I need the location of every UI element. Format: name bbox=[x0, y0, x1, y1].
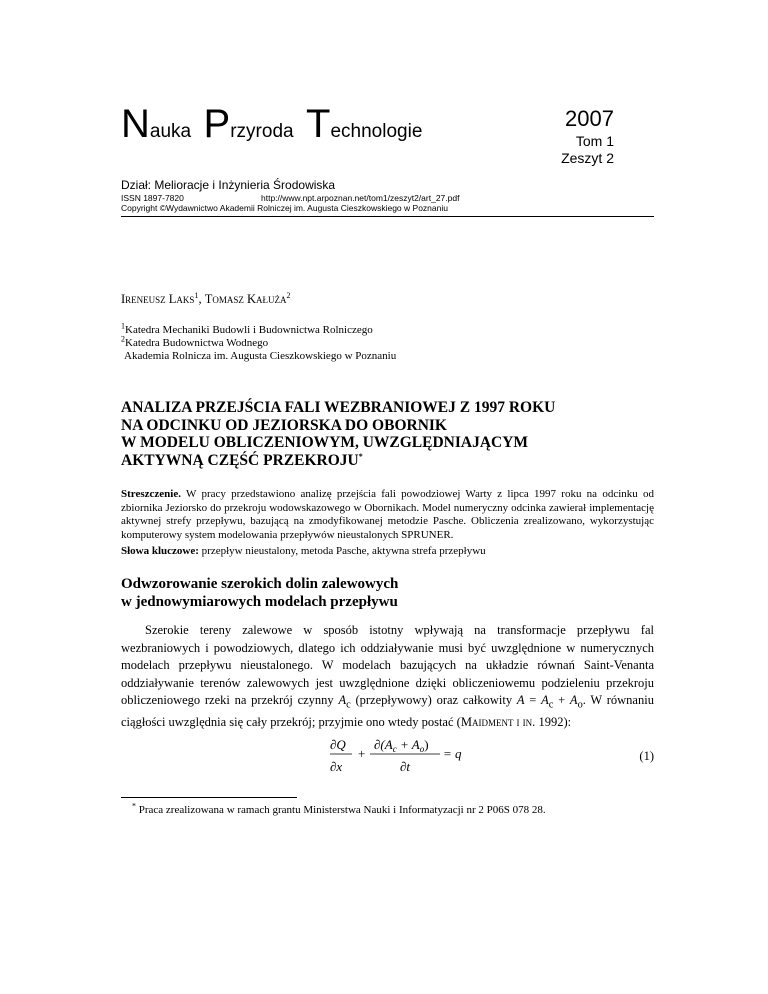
article-url[interactable]: http://www.npt.arpoznan.net/tom1/zeszyt2/art_27.pdf bbox=[261, 193, 460, 203]
keywords bbox=[121, 545, 654, 557]
symbol-a-c-2-subscript: c bbox=[548, 699, 554, 711]
body-plus: + bbox=[553, 693, 570, 708]
eq-num-right-plus: + A bbox=[396, 737, 420, 752]
journal-section: Dział: Melioracje i Inżynieria Środowiska bbox=[121, 178, 336, 192]
section-heading-line-2: w jednowymiarowych modelach przepływu bbox=[121, 593, 398, 610]
journal-word-rzyroda: rzyroda bbox=[230, 121, 294, 142]
author-2: Tomasz Kałuża bbox=[204, 292, 287, 306]
journal-word-echnologie: echnologie bbox=[330, 121, 423, 142]
eq-numerator-right bbox=[374, 737, 429, 754]
citation-year: 1992): bbox=[535, 715, 572, 730]
eq-denominator-right: ∂t bbox=[400, 759, 411, 774]
title-line-4 bbox=[121, 452, 654, 470]
symbol-a-o: A bbox=[569, 693, 578, 708]
title-line-4-text: AKTYWNĄ CZĘŚĆ PRZEKROJU bbox=[121, 451, 359, 469]
keywords-label: Słowa kluczowe: bbox=[121, 545, 199, 557]
symbol-a: A bbox=[516, 693, 525, 708]
citation-author: Maidment i in. bbox=[460, 715, 536, 730]
author-1: Ireneusz Laks bbox=[121, 292, 195, 306]
copyright: Copyright ©Wydawnictwo Akademii Rolniczej im. Augusta Cieszkowskiego w Poznaniu bbox=[121, 203, 448, 213]
eq-num-right-o: o bbox=[419, 744, 425, 754]
keywords-text: przepływ nieustalony, metoda Pasche, aktywna strefa przepływu bbox=[198, 545, 486, 557]
affiliation-2 bbox=[121, 334, 269, 349]
eq-num-right-a: ∂(A bbox=[374, 737, 393, 752]
affiliation-3: Akademia Rolnicza im. Augusta Cieszkowskiego w Poznaniu bbox=[124, 350, 397, 362]
body-equals: = bbox=[524, 693, 542, 708]
title-footnote-mark: * bbox=[358, 451, 363, 461]
eq-denominator-left: ∂x bbox=[330, 759, 343, 774]
section-heading bbox=[121, 576, 654, 611]
header-divider bbox=[121, 216, 654, 217]
body-text-1: Szerokie tereny zalewowe w sposób istotny wpływają na transformacje przepływu fal wezbraniowych i powodziowych, dlatego ich oddziaływanie musi być uwzględnione w numerycznych modelach przepływu nieustalonego. W modelach bazujących na układzie równań Saint-Venanta oddziaływanie terenów zalewowych jest uwzględnione dzięki obliczeniowemu podzieleniu przekroju obliczeniowego rzeki na przekrój czynny bbox=[121, 623, 654, 708]
journal-word-auka: auka bbox=[149, 121, 192, 142]
continuity-equation bbox=[330, 733, 654, 793]
journal-initial-t: T bbox=[306, 102, 331, 146]
body-paragraph bbox=[121, 622, 654, 732]
footnote-mark: * bbox=[132, 801, 136, 811]
publication-year: 2007 bbox=[565, 106, 614, 131]
author-1-affiliation-mark: 1 bbox=[194, 290, 199, 300]
title-line-3: W MODELU OBLICZENIOWYM, UWZGLĘDNIAJĄCYM bbox=[121, 434, 529, 451]
affiliation-1-mark: 1 bbox=[121, 321, 125, 331]
symbol-a-c-subscript: c bbox=[346, 699, 351, 711]
affiliation-2-text: Katedra Budownictwa Wodnego bbox=[125, 337, 269, 349]
title-line-2: NA ODCINKU OD JEZIORSKA DO OBORNIK bbox=[121, 416, 447, 434]
eq-num-right-close: ) bbox=[424, 737, 429, 752]
section-heading-line-1: Odwzorowanie szerokich dolin zalewowych bbox=[121, 576, 399, 592]
eq-plus: + bbox=[358, 746, 366, 761]
abstract bbox=[121, 488, 654, 542]
author-2-affiliation-mark: 2 bbox=[286, 290, 291, 300]
abstract-text: W pracy przedstawiono analizę przejścia fali powodziowej Warty z lipca 1997 roku na odcinku od zbiornika Jeziorsko do przekroju wodowskazowego w Obornikach. Model numeryczny odcinka zawierał implementację aktywnej strefy przepływu, bazującą na zmodyfikowanej metodzie Pasche. Obliczenia zrealizowano, wykorzystując komputerowy system modelowania przepływów nieustalonych SPRUNER. bbox=[121, 488, 654, 541]
title-line-1: ANALIZA PRZEJŚCIA FALI WEZBRANIOWEJ Z 1997 ROKU bbox=[121, 399, 556, 416]
journal-initial-n: N bbox=[121, 102, 150, 146]
abstract-label: Streszczenie. bbox=[121, 488, 181, 500]
article-title bbox=[121, 399, 654, 469]
footnote-text: Praca zrealizowana w ramach grantu Ministerstwa Nauki i Informatyzacji nr 2 P06S 078 28. bbox=[136, 804, 546, 816]
volume: Tom 1 bbox=[575, 133, 614, 149]
issn: ISSN 1897-7820 bbox=[121, 193, 184, 203]
affiliation-1 bbox=[121, 321, 373, 336]
equation-number: (1) bbox=[639, 749, 654, 763]
affiliation-1-text: Katedra Mechaniki Budowli i Budownictwa Rolniczego bbox=[125, 324, 373, 336]
footnote bbox=[132, 801, 652, 816]
body-text-2: (przepływowy) oraz całkowity bbox=[350, 693, 517, 708]
journal-title bbox=[121, 104, 422, 164]
eq-numerator-left: ∂Q bbox=[330, 737, 346, 752]
body-text-3: . W równaniu ciągłości uwzględnia się cały przekrój; przyjmie ono wtedy postać ( bbox=[121, 693, 654, 730]
issue: Zeszyt 2 bbox=[561, 150, 614, 166]
eq-rhs: = q bbox=[443, 746, 462, 761]
footnote-divider bbox=[121, 797, 297, 798]
symbol-a-c: A bbox=[338, 693, 347, 708]
author-separator: , bbox=[198, 292, 205, 306]
journal-initial-p: P bbox=[203, 102, 231, 146]
symbol-a-c-2: A bbox=[541, 693, 549, 708]
eq-num-right-c: c bbox=[392, 744, 397, 754]
affiliation-2-mark: 2 bbox=[121, 334, 125, 344]
symbol-a-o-subscript: o bbox=[577, 699, 583, 711]
authors bbox=[121, 292, 290, 307]
